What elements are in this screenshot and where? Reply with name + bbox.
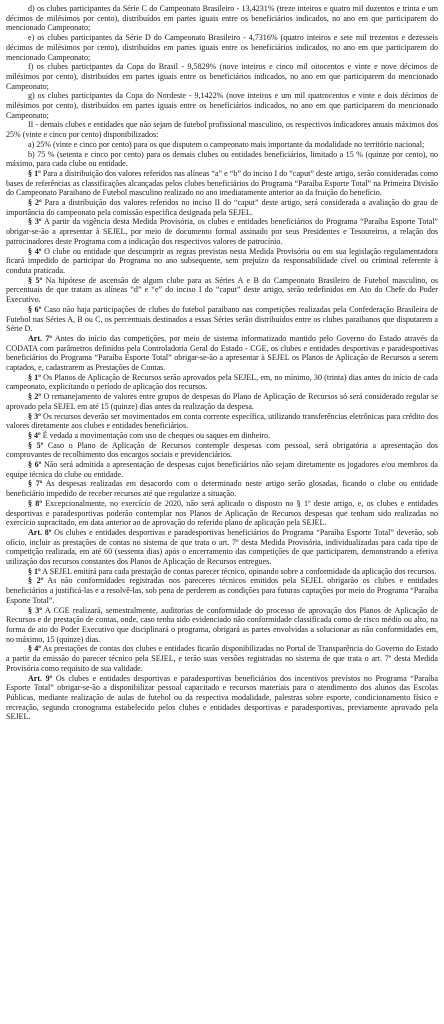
paragraph-text: Antes do início das competições, por meio de sistema informatizado mantido pelo Governo do Estado através da CODATA com parâmetros definidos pela Controladoria Geral do Estado - CGE, os clubes e entidades desportivas e paradesportivas beneficiários do Programa “Paraíba Esporte Total” obrigar-se-ão a apresentar à SEJEL os Planos de Aplicação de Recursos a serem captados, e, cadastrarem as Prestações de Contas. xyxy=(6,333,438,373)
section-label: § 4º xyxy=(28,430,41,440)
paragraph-text: A SEJEL emitirá para cada prestação de contas parecer técnico, opinando sobre a conformidade da aplicação dos recursos. xyxy=(40,566,437,576)
section-label: § 4º xyxy=(28,644,41,654)
item-paragraph xyxy=(6,91,438,120)
section-label: § 7º xyxy=(28,479,43,489)
section-label: § 2º xyxy=(28,576,44,586)
paragraph-text: Os Planos de Aplicação de Recursos serão aprovados pela SEJEL, em, no mínimo, 30 (trinta) dias antes do início de cada campeonato, explicitando o período de aplicação dos recursos. xyxy=(6,372,438,392)
article-paragraph xyxy=(6,674,438,723)
paragraph-text: Os clubes e entidades desportivas e paradesportivas beneficiários dos incentivos previstos no Programa “Paraíba Esporte Total” obrigar-se-ão a disponibilizar pessoal capacitado e recursos materiais para o atendimento dos alunos das Escolas Públicas, mediante realização de aulas de futebol ou da respectiva modalidade, palestras sobre esporte, condicionamento físico e recreação, segundo cronograma estabelecido pelos clubes e entidades desportivas e paradesportivas, previamente aprovado pela SEJEL. xyxy=(6,673,439,722)
section-paragraph xyxy=(6,373,438,392)
article-label: Art. 9º xyxy=(28,673,53,683)
section-paragraph xyxy=(6,499,438,528)
section-paragraph xyxy=(6,567,438,577)
section-paragraph xyxy=(6,460,438,479)
document-text-column xyxy=(6,4,438,722)
section-paragraph xyxy=(6,169,438,198)
section-label: § 5º xyxy=(28,440,44,450)
article-label: Art. 8º xyxy=(28,527,52,537)
paragraph-text: Não será admitida a apresentação de despesas cujos beneficiários não sejam diretamente os jogadores e/ou membros da equipe técnica do clube ou entidade. xyxy=(6,460,438,479)
paragraph-text: II - demais clubes e entidades que não sejam de futebol profissional masculino, os respectivos indicadores anuais máximos dos 25% (vinte e cinco por cento) disponibilizados: xyxy=(6,120,438,140)
paragraph-text: Para a distribuição dos valores referidos no inciso II do “caput” deste artigo, será considerada a avaliação do grau de importância do campeonato pela comissão especifica designada pela SEJEL. xyxy=(6,198,438,217)
section-paragraph xyxy=(6,412,438,431)
section-paragraph xyxy=(6,606,438,645)
paragraph-text: Na hipótese de ascensão de algum clube para as Séries A e B do Campeonato Brasileiro de Futebol masculino, os percentuais de que tratam as alíneas “d” e “e” do inciso I do “caput” deste artigo, serão redefinidos em Ato do Chefe do Poder Executivo. xyxy=(6,275,438,305)
section-paragraph xyxy=(6,644,438,673)
paragraph-text: f) os clubes participantes da Copa do Brasil - 9,5829% (nove inteiros e cinco mil oitocentos e vinte e nove décimos de milésimos por cento), distribuídos em partes iguais entre os beneficiários indicados, no ano em que participarem do mencionado Campeonato; xyxy=(6,62,438,91)
paragraph-text: Os recursos deverão ser movimentados em conta corrente específica, utilizando transferências eletrônicas para crédito dos valores diretamente aos clubes e entidades beneficiários. xyxy=(6,411,438,431)
article-label: Art. 7º xyxy=(28,333,53,343)
section-label: § 1º xyxy=(28,566,41,576)
section-paragraph xyxy=(6,217,438,246)
section-paragraph xyxy=(6,247,438,276)
section-label: § 8º xyxy=(28,498,42,508)
section-label: § 3º xyxy=(28,217,42,227)
paragraph-text: As despesas realizadas em desacordo com o determinado neste artigo serão glosadas, ficando o clube ou entidade beneficiário impedido de receber recursos até que regularize a situação. xyxy=(6,479,439,499)
section-paragraph xyxy=(6,276,438,305)
section-paragraph xyxy=(6,305,438,334)
paragraph-text: As não conformidades registradas nos pareceres técnicos emitidos pela SEJEL obrigarão os clubes e entidades beneficiários a justificá-las e a resolvê-las, sob pena de perderem as condições para futuras captações por meio do Programa “Paraíba Esporte Total”. xyxy=(6,576,438,605)
item-paragraph xyxy=(6,33,438,62)
section-paragraph xyxy=(6,576,438,605)
paragraph-text: g) os clubes participantes da Copa do Nordeste - 9,1422% (nove inteiros e um mil quatrocentos e vinte e dois décimos de milésimos por cento), distribuídos em partes iguais entre os beneficiários indicados, no ano em que participarem do mencionado Campeonato; xyxy=(6,91,438,120)
section-label: § 2º xyxy=(28,198,42,208)
section-label: § 5º xyxy=(28,275,43,285)
paragraph-text: d) os clubes participantes da Série C do Campeonato Brasileiro - 13,4231% (treze inteiros e quatro mil duzentos e trinta e um décimos de milésimos por cento), distribuídos em partes iguais entre os beneficiários indicados, no ano em que participarem do mencionado Campeonato; xyxy=(6,4,438,33)
section-label: § 6º xyxy=(28,304,42,314)
article-paragraph xyxy=(6,334,438,373)
paragraph-text: O clube ou entidade que descumprir as regras previstas nesta Medida Provisória ou em sua legislação regulamentadora ficará impedido de participar do Programa no ano subsequente, sem prejuízo da responsabilidade cível ou criminal referente à conduta praticada. xyxy=(6,246,438,275)
paragraph-text: a) 25% (vinte e cinco por cento) para os que disputem o campeonato mais importante da modalidade no território nacional; xyxy=(28,139,425,149)
item-paragraph xyxy=(6,120,438,139)
paragraph-text: O remanejamento de valores entre grupos de despesas do Plano de Aplicação de Recursos só será considerado regular se aprovado pela SEJEL em até 15 (quinze) dias antes da realização da despesa. xyxy=(6,392,439,411)
section-paragraph xyxy=(6,198,438,217)
paragraph-text: É vedada a movimentação com uso de cheques ou saques em dinheiro. xyxy=(40,430,271,440)
section-label: § 4º xyxy=(28,246,42,256)
section-label: § 1º xyxy=(28,372,41,382)
section-label: § 6º xyxy=(28,460,42,470)
section-label: § 3º xyxy=(28,411,41,421)
section-label: § 3º xyxy=(28,605,42,615)
item-paragraph xyxy=(6,150,438,169)
paragraph-text: Excepcionalmente, no exercício de 2020, não será aplicado o disposto no § 1º deste artigo, e, os clubes e entidades desportivas e paradesportivas poderão contemplar nos Planos de Aplicação de Recursos despesas que tenham sido realizadas no exercício supracitado, em data anterior ao de aprovação do referido plano de aplicação pela SEJEL. xyxy=(6,498,438,528)
paragraph-text: A partir da vigência desta Medida Provisória, os clubes e entidades beneficiários do Programa “Paraíba Esporte Total” obrigar-se-ão a apresentar à SEJEL, por meio de documento formal assinado por seus Presidentes e Tesoureiros, a relação dos patrocinadores deste Programa com a indicação dos respectivos valores de patrocínio. xyxy=(6,217,439,246)
section-paragraph xyxy=(6,392,438,411)
paragraph-text: Caso não haja participações de clubes do futebol paraibano nas competições realizadas pela Confederação Brasileira de Futebol nas Séries A, B ou C, os percentuais destinados a essas Séries serão distribuídos entre os clubes paraibanos que disputarem a Série D. xyxy=(6,304,439,334)
section-label: § 1º xyxy=(28,168,41,178)
paragraph-text: b) 75 % (setenta e cinco por cento) para os demais clubes ou entidades beneficiários, limitado a 15 % (quinze por cento), no máximo, para cada clube ou entidade. xyxy=(6,149,438,169)
section-paragraph xyxy=(6,441,438,460)
article-paragraph xyxy=(6,528,438,567)
paragraph-text: Os clubes e entidades desportivas e paradesportivas beneficiários do Programa “Paraíba Esporte Total” deverão, sob ofício, incluir as prestações de contas no sistema de que trata o art. 7º desta Medida Provisória, individualizadas para cada tipo de competição realizada, em até 60 (sessenta dias) após o encerramento das competições de que participarem, demonstrando a efetiva utilização dos recursos constantes dos Planos de Aplicação de Recursos entregues. xyxy=(6,527,438,567)
item-paragraph xyxy=(6,140,438,150)
item-paragraph xyxy=(6,62,438,91)
paragraph-text: e) os clubes participantes da Série D do Campeonato Brasileiro - 4,7316% (quatro inteiros e sete mil trezentos e dezesseis décimos de milésimos por cento), distribuídos em partes iguais entre os beneficiários indicados, no ano em que participarem do mencionado Campeonato; xyxy=(6,33,438,62)
paragraph-text: A CGE realizará, semestralmente, auditorias de conformidade do processo de aprovação dos Planos de Aplicação de Recursos e de prestação de contas, onde, caso tenha sido evidenciado não conformidade classificada como de risco médio ou alto, na forma de ato do Poder Executivo que disciplinará o programa, obrigará as partes envolvidas a solucionar as não conformidades em, no máximo, 15 (quinze) dias. xyxy=(6,605,438,644)
paragraph-text: As prestações de contas dos clubes e entidades ficarão disponibilizadas no Portal de Transparência do Governo do Estado a partir da emissão do parecer técnico pela SEJEL, e terão suas versões registradas no sistema de que trata o art. 7º desta Medida Provisória como requisito de sua validade. xyxy=(6,644,438,673)
paragraph-text: Caso o Plano de Aplicação de Recursos contemple despesas com pessoal, será obrigatória a apresentação dos comprovantes de recolhimento dos encargos sociais e previdenciários. xyxy=(6,440,439,460)
section-label: § 2º xyxy=(28,392,42,402)
section-paragraph xyxy=(6,479,438,498)
section-paragraph xyxy=(6,431,438,441)
item-paragraph xyxy=(6,4,438,33)
paragraph-text: Para a distribuição dos valores referidos nas alíneas “a” e “b” do inciso I do “caput” deste artigo, serão consideradas como bases de referências as classificações alcançadas pelos clubes beneficiários do Programa “Paraíba Esporte Total” na Primeira Divisão do Campeonato Paraibano de Futebol masculino realizado no ano imediatamente anterior ao da fruição do benefício. xyxy=(6,168,438,198)
